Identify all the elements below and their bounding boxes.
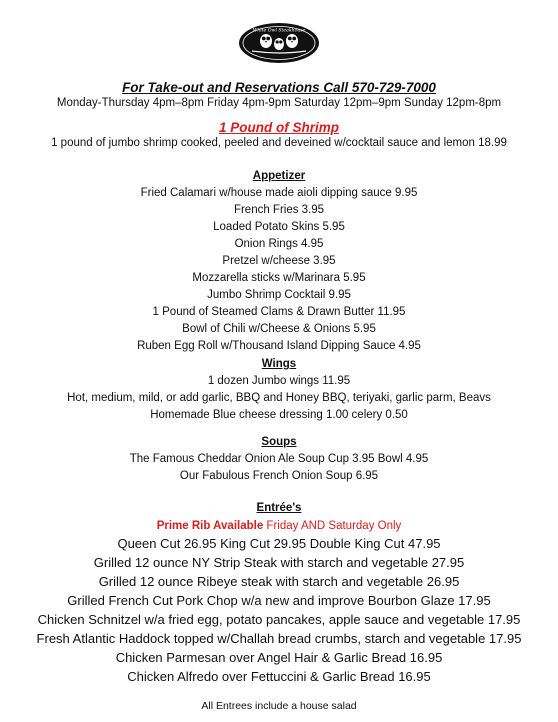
entree-footer-note: All Entrees include a house salad: [201, 700, 357, 712]
prime-rib-line: [0, 520, 558, 533]
appetizer-item: Onion Rings 4.95: [234, 238, 324, 250]
wings-item: Hot, medium, mild, or add garlic, BBQ and Honey BBQ, teriyaki, garlic parm, Beavs: [67, 392, 491, 404]
shrimp-description: 1 pound of jumbo shrimp cooked, peeled and deveined w/cocktail sauce and lemon 18.99: [51, 137, 507, 149]
appetizer-item: Ruben Egg Roll w/Thousand Island Dipping Sauce 4.95: [137, 340, 421, 352]
entrees-heading: Entrée's: [256, 502, 302, 514]
reservation-line: For Take-out and Reservations Call 570-729-7000: [122, 80, 436, 95]
entree-item: Queen Cut 26.95 King Cut 29.95 Double King Cut 47.95: [117, 536, 441, 551]
entree-item: Chicken Parmesan over Angel Hair & Garlic Bread 16.95: [115, 650, 443, 665]
entree-item: Fresh Atlantic Haddock topped w/Challah bread crumbs, starch and vegetable 17.95: [36, 631, 522, 646]
entree-item: Grilled French Cut Pork Chop w/a new and improve Bourbon Glaze 17.95: [67, 593, 491, 608]
logo-text: White Owl Steakhouse: [252, 28, 306, 34]
appetizer-item: Fried Calamari w/house made aioli dipping sauce 9.95: [140, 187, 418, 199]
soups-heading: Soups: [261, 436, 297, 448]
entree-item: Chicken Alfredo over Fettuccini & Garlic Bread 16.95: [127, 669, 431, 684]
hours-line: Monday-Thursday 4pm–8pm Friday 4pm-9pm Saturday 12pm–9pm Sunday 12pm-8pm: [56, 97, 502, 109]
appetizer-item: French Fries 3.95: [233, 204, 325, 216]
appetizer-item: Pretzel w/cheese 3.95: [222, 255, 336, 267]
entree-item: Grilled 12 ounce Ribeye steak with starch and vegetable 26.95: [98, 574, 460, 589]
prime-rib-label: Prime Rib Available: [156, 520, 264, 532]
wings-item: Homemade Blue cheese dressing 1.00 celery 0.50: [150, 409, 408, 421]
appetizer-item: 1 Pound of Steamed Clams & Drawn Butter 11.95: [152, 306, 406, 318]
logo: [0, 22, 558, 66]
appetizer-item: Jumbo Shrimp Cocktail 9.95: [207, 289, 351, 301]
soups-item: Our Fabulous French Onion Soup 6.95: [179, 470, 379, 482]
entree-item: Grilled 12 ounce NY Strip Steak with starch and vegetable 27.95: [93, 555, 465, 570]
wings-item: 1 dozen Jumbo wings 11.95: [207, 375, 351, 387]
appetizer-item: Loaded Potato Skins 5.95: [213, 221, 345, 233]
wings-heading: Wings: [261, 358, 297, 370]
appetizer-item: Mozzarella sticks w/Marinara 5.95: [192, 272, 366, 284]
entree-item: Chicken Schnitzel w/a fried egg, potato pancakes, apple sauce and vegetable 17.95: [37, 612, 521, 627]
soups-item: The Famous Cheddar Onion Ale Soup Cup 3.95 Bowl 4.95: [129, 453, 429, 465]
appetizer-heading: Appetizer: [252, 170, 306, 182]
appetizer-item: Bowl of Chili w/Cheese & Onions 5.95: [182, 323, 376, 335]
shrimp-title: 1 Pound of Shrimp: [219, 120, 339, 135]
prime-rib-days: Friday AND Saturday Only: [263, 520, 402, 532]
owl-logo-icon: [238, 22, 320, 64]
